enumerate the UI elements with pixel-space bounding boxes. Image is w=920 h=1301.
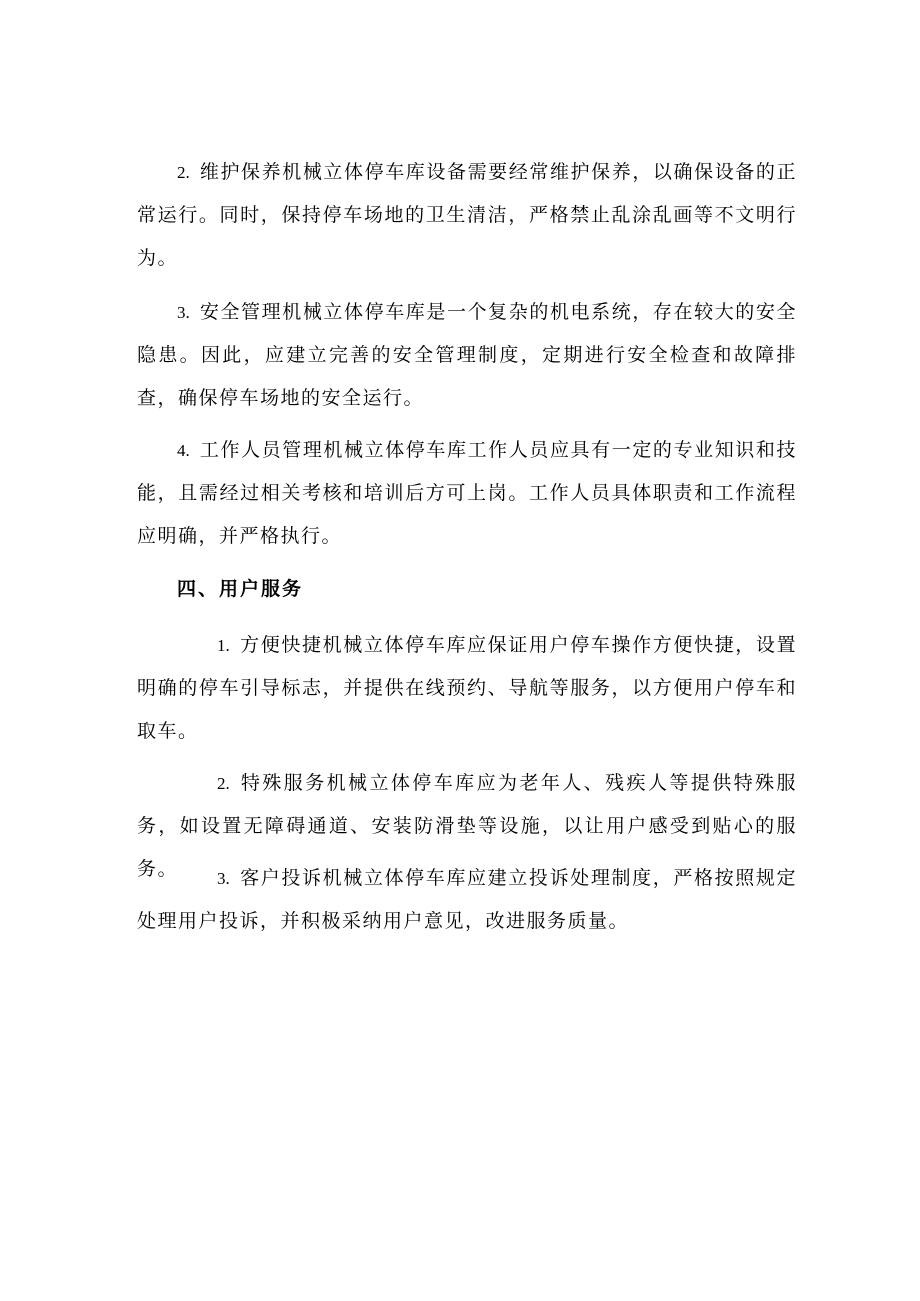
item-number: 2.: [217, 774, 230, 793]
item-text: 工作人员管理机械立体停车库工作人员应具有一定的专业知识和技能，且需经过相关考核和培训后方可上岗。工作人员具体职责和工作流程应明确，并严格执行。: [137, 439, 797, 547]
item-number: 2.: [177, 163, 190, 182]
section-heading: 四、用户服务: [177, 578, 304, 600]
item-text: 方便快捷机械立体停车库应保证用户停车操作方便快捷，设置明确的停车引导标志，并提供在线预约、导航等服务，以方便用户停车和取车。: [137, 634, 797, 742]
item-number: 3.: [177, 303, 190, 322]
item-text: 客户投诉机械立体停车库应建立投诉处理制度，严格按照规定处理用户投诉，并积极采纳用户意见，改进服务质量。: [137, 867, 797, 932]
paragraph-item-4-staff: [137, 429, 797, 558]
item-number: 1.: [217, 636, 230, 655]
item-number: 3.: [217, 869, 230, 888]
item-text: 维护保养机械立体停车库设备需要经常维护保养，以确保设备的正常运行。同时，保持停车场地的卫生清洁，严格禁止乱涂乱画等不文明行为。: [137, 161, 797, 269]
paragraph-item-3-safety: [137, 291, 797, 420]
item-text: 安全管理机械立体停车库是一个复杂的机电系统，存在较大的安全隐患。因此，应建立完善的安全管理制度，定期进行安全检查和故障排查，确保停车场地的安全运行。: [137, 301, 797, 409]
paragraph-service-1-convenience: [137, 624, 797, 753]
paragraph-item-2-maintenance: [137, 151, 797, 280]
item-number: 4.: [177, 441, 190, 460]
paragraph-service-3-complaints: [137, 857, 797, 943]
item-text: 特殊服务机械立体停车库应为老年人、残疾人等提供特殊服务，如设置无障碍通道、安装防滑垫等设施，以让用户感受到贴心的服务。: [137, 772, 797, 880]
